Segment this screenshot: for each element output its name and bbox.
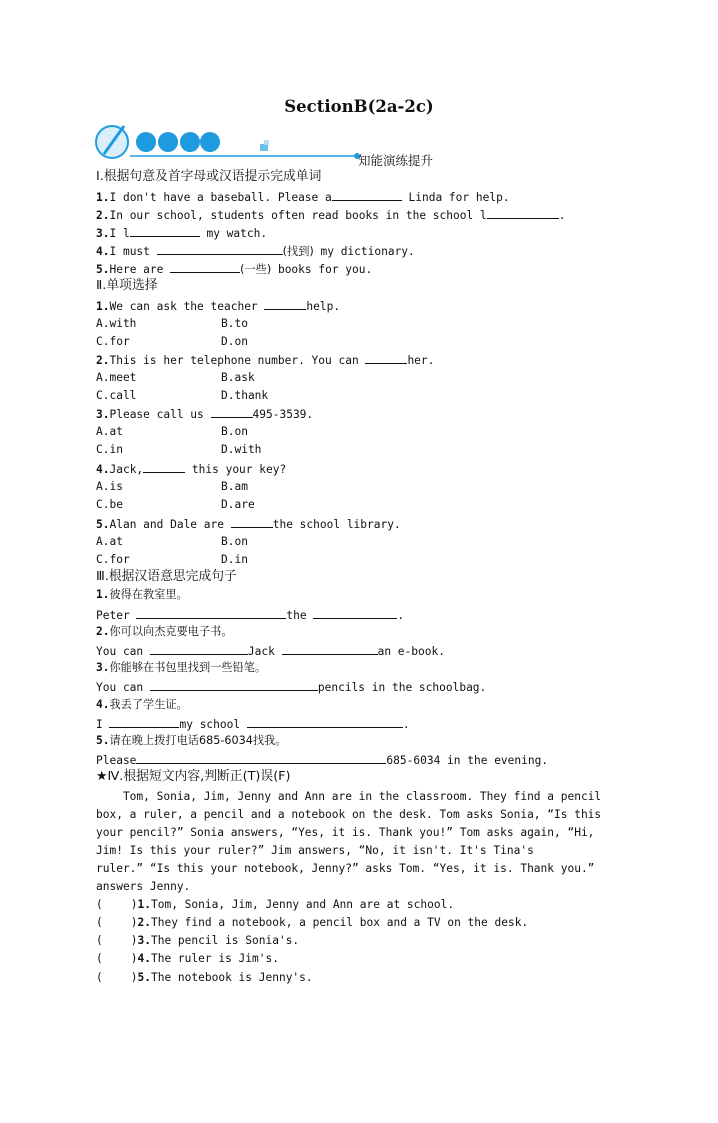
part3-item-3-en: You can pencils in the schoolbag. — [96, 681, 487, 694]
passage-line: Jim! Is this your ruler?” Jim answers, “No, it isn't. It's Tina's — [96, 844, 534, 857]
part3-item-1-cn: 1.彼得在教室里。 — [96, 588, 188, 601]
section-heading-2: Ⅱ.单项选择 — [96, 278, 158, 293]
banner-graphic — [94, 120, 364, 164]
statement-3: ( )3.The pencil is Sonia's. — [96, 934, 300, 947]
passage-line: ruler.” “Is this your notebook, Jenny?” asks Tom. “Yes, it is. Thank you.” — [96, 862, 595, 875]
page-title: SectionB(2a-2c) — [284, 97, 434, 116]
part2-q5-cd: C.for D.in — [96, 553, 248, 566]
part3-item-4-en: I my school . — [96, 718, 410, 731]
passage-line: your pencil?” Sonia answers, “Yes, it is. Thank you!” Tom asks again, “Hi, — [96, 826, 595, 839]
part3-item-2-en: You can Jack an e-book. — [96, 645, 445, 658]
part3-item-4-cn: 4.我丢了学生证。 — [96, 698, 188, 711]
passage-line: answers Jenny. — [96, 880, 191, 893]
statement-2: ( )2.They find a notebook, a pencil box and a TV on the desk. — [96, 916, 529, 929]
passage-line: Tom, Sonia, Jim, Jenny and Ann are in the classroom. They find a pencil — [96, 790, 602, 803]
part2-q4-cd: C.be D.are — [96, 498, 255, 511]
part3-item-2-cn: 2.你可以向杰克要电子书。 — [96, 625, 233, 638]
section-heading-3: Ⅲ.根据汉语意思完成句子 — [96, 569, 237, 584]
part3-item-3-cn: 3.你能够在书包里找到一些铅笔。 — [96, 661, 267, 674]
part3-item-5-en: Please 685-6034 in the evening. — [96, 754, 549, 767]
section-heading-1: Ⅰ.根据句意及首字母或汉语提示完成单词 — [96, 169, 322, 184]
part2-q3: 3.Please call us 495-3539. — [96, 408, 314, 421]
part1-item-5: 5.Here are (一些) books for you. — [96, 263, 373, 276]
part1-item-1: 1.I don't have a baseball. Please a Linda for help. — [96, 191, 510, 204]
part2-q1: 1.We can ask the teacher help. — [96, 300, 341, 313]
part3-item-1-en: Peter the . — [96, 609, 405, 622]
statement-1: ( )1.Tom, Sonia, Jim, Jenny and Ann are at school. — [96, 898, 455, 911]
part2-q3-cd: C.in D.with — [96, 443, 262, 456]
part2-q5-ab: A.at B.on — [96, 535, 248, 548]
part2-q1-cd: C.for D.on — [96, 335, 248, 348]
part2-q1-ab: A.with B.to — [96, 317, 248, 330]
banner-label: 知能演练提升 — [358, 153, 434, 168]
part2-q3-ab: A.at B.on — [96, 425, 248, 438]
part2-q2-ab: A.meet B.ask — [96, 371, 255, 384]
section-heading-4: ★Ⅳ.根据短文内容,判断正(T)误(F) — [96, 769, 291, 784]
part3-item-5-cn: 5.请在晚上拨打电话685-6034找我。 — [96, 734, 287, 747]
part1-item-4: 4.I must (找到) my dictionary. — [96, 245, 415, 258]
part1-item-2: 2.In our school, students often read books in the school l . — [96, 209, 566, 222]
part2-q2-cd: C.call D.thank — [96, 389, 269, 402]
statement-5: ( )5.The notebook is Jenny's. — [96, 971, 313, 984]
part2-q5: 5.Alan and Dale are the school library. — [96, 518, 401, 531]
part1-item-3: 3.I l my watch. — [96, 227, 268, 240]
part2-q2: 2.This is her telephone number. You can her. — [96, 354, 435, 367]
part2-q4-ab: A.is B.am — [96, 480, 248, 493]
passage-line: box, a ruler, a pencil and a notebook on the desk. Tom asks Sonia, “Is this — [96, 808, 602, 821]
statement-4: ( )4.The ruler is Jim's. — [96, 952, 279, 965]
part2-q4: 4.Jack, this your key? — [96, 463, 287, 476]
